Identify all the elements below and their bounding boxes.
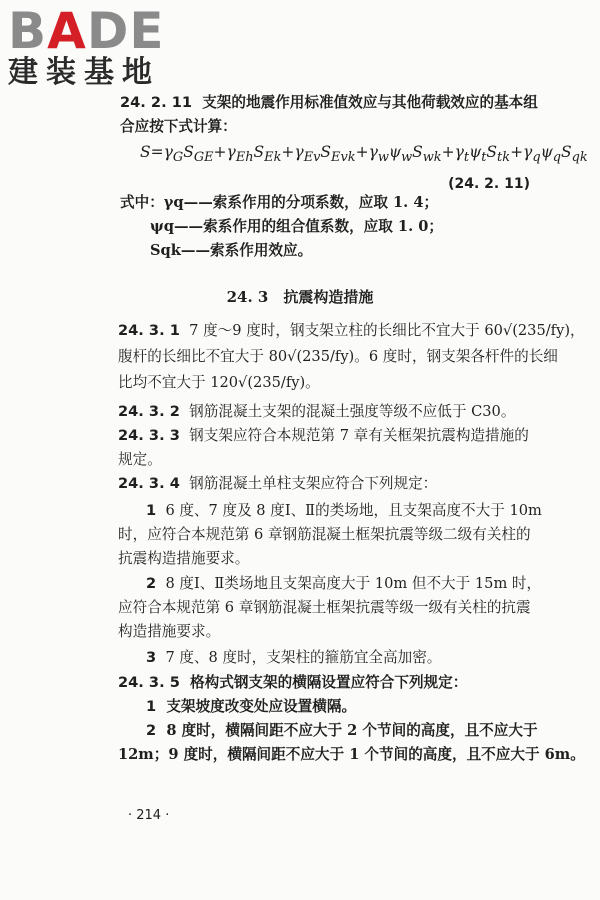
clause-24-3-5-line1: 24. 3. 5 格构式钢支架的横隔设置应符合下列规定： <box>118 674 468 691</box>
clause-24-3-4-item2-line1: 2 8 度Ⅰ、Ⅱ类场地且支架高度大于 10m 但不大于 15m 时， <box>146 575 542 592</box>
clause-24-3-5-item2-line2: 12m；9 度时，横隔间距不应大于 1 个节间的高度，且不应大于 6m。 <box>118 746 585 763</box>
clause-24-3-4-item2-line3: 构造措施要求。 <box>118 623 221 640</box>
clause-24-2-11-line2: 合应按下式计算： <box>120 118 237 135</box>
clause-24-3-4-item1-line3: 抗震构造措施要求。 <box>118 550 250 567</box>
page-number: · 214 · <box>128 808 170 823</box>
clause-24-3-1-line1: 24. 3. 1 7 度～9 度时，钢支架立柱的长细比不宜大于 60√(235/fy)， <box>118 322 585 339</box>
logo-subtitle: 建装基地 <box>8 55 160 90</box>
equation-number: (24. 2. 11) <box>448 176 530 192</box>
clause-24-3-5-item1-line1: 1 支架坡度改变处应设置横隔。 <box>146 698 357 715</box>
clause-24-3-4-item1-line2: 时，应符合本规范第 6 章钢筋混凝土框架抗震等级二级有关柱的 <box>118 526 531 543</box>
clause-24-3-1-line3: 比均不宜大于 120√(235/fy)。 <box>118 374 320 391</box>
clause-24-3-3-line1: 24. 3. 3 钢支架应符合本规范第 7 章有关框架抗震构造措施的 <box>118 427 529 444</box>
clause-24-2-11-line1: 24. 2. 11 支架的地震作用标准值效应与其他荷载效应的基本组 <box>120 94 538 111</box>
clause-24-3-3-line2: 规定。 <box>118 451 162 468</box>
section-heading: 24. 3 抗震构造措施 <box>226 288 374 306</box>
logo-wordmark: BADE <box>8 2 165 60</box>
clause-24-3-4-item1-line1: 1 6 度、7 度及 8 度Ⅰ、Ⅱ的类场地，且支架高度不大于 10m <box>146 502 542 519</box>
clause-24-3-4-line1: 24. 3. 4 钢筋混凝土单柱支架应符合下列规定： <box>118 475 438 492</box>
clause-24-3-2-line1: 24. 3. 2 钢筋混凝土支架的混凝土强度等级不应低于 C30。 <box>118 403 516 420</box>
brand-logo <box>8 2 178 90</box>
where-line-1: 式中：γq——索系作用的分项系数，应取 1. 4； <box>120 194 439 211</box>
clause-24-3-1-line2: 腹杆的长细比不宜大于 80√(235/fy)。6 度时，钢支架各杆件的长细 <box>118 348 558 365</box>
clause-24-3-5-item2-line1: 2 8 度时，横隔间距不应大于 2 个节间的高度，且不应大于 <box>146 722 538 739</box>
formula-24-2-11: $S=\gamma_GS_{GE}+\gamma_{Eh}S_{Ek}+\gamma_{Ev}S_{Evk}+\gamma_w\psi_wS_{wk}+\gamma_t\psi_tS_{tk}+\gamma_q\psi_qS_{qk}$ <box>140 143 588 166</box>
clause-24-3-4-item3-line1: 3 7 度、8 度时，支架柱的箍筋宜全高加密。 <box>146 649 442 666</box>
where-line-3: Sqk——索系作用效应。 <box>150 242 313 259</box>
where-line-2: ψq——索系作用的组合值系数，应取 1. 0； <box>150 218 443 235</box>
clause-24-3-4-item2-line2: 应符合本规范第 6 章钢筋混凝土框架抗震等级一级有关柱的抗震 <box>118 599 531 616</box>
